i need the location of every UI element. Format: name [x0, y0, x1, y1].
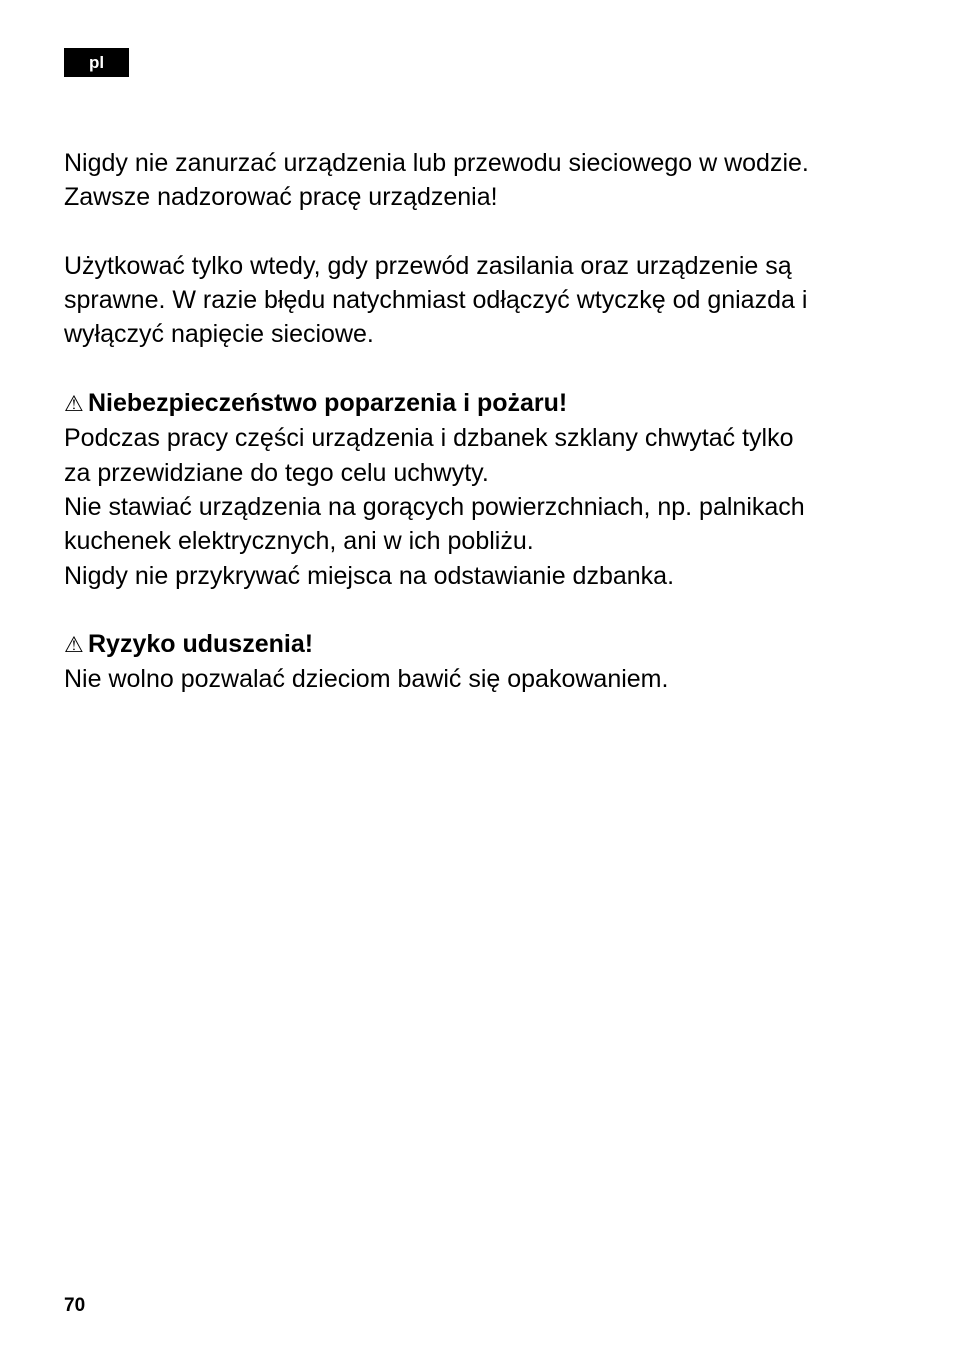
warning-heading: [64, 386, 894, 421]
warning-suffocation: [64, 627, 894, 697]
text-line: Podczas pracy części urządzenia i dzbanek szklany chwytać tylko: [64, 424, 794, 453]
warning-burn-fire: [64, 386, 894, 593]
text-line: Nigdy nie przykrywać miejsca na odstawianie dzbanka.: [64, 561, 675, 590]
page-number: 70: [64, 1295, 86, 1316]
text-line: wyłączyć napięcie sieciowe.: [64, 320, 374, 349]
text-line: sprawne. W razie błędu natychmiast odłączyć wtyczkę od gniazda i: [64, 286, 808, 315]
text-line: kuchenek elektrycznych, ani w ich pobliżu.: [64, 527, 534, 556]
text-line: Nie stawiać urządzenia na gorących powierzchniach, np. palnikach: [64, 492, 805, 521]
language-tab: pl: [64, 48, 129, 77]
text-line: za przewidziane do tego celu uchwyty.: [64, 458, 489, 487]
warning-title: Ryzyko uduszenia!: [88, 630, 314, 659]
warning-title: Niebezpieczeństwo poparzenia i pożaru!: [88, 389, 568, 418]
text-line: Nigdy nie zanurzać urządzenia lub przewodu sieciowego w wodzie.: [64, 149, 809, 177]
paragraph-usage-condition: [64, 249, 894, 352]
paragraph-water-warning: [64, 146, 894, 215]
warning-heading: [64, 627, 894, 662]
text-line: Zawsze nadzorować pracę urządzenia!: [64, 183, 498, 212]
warning-triangle-icon: ⚠: [64, 632, 84, 658]
document-body: [64, 146, 894, 731]
warning-triangle-icon: ⚠: [64, 391, 84, 417]
text-line: Użytkować tylko wtedy, gdy przewód zasilania oraz urządzenie są: [64, 251, 792, 280]
text-line: Nie wolno pozwalać dzieciom bawić się opakowaniem.: [64, 665, 669, 694]
